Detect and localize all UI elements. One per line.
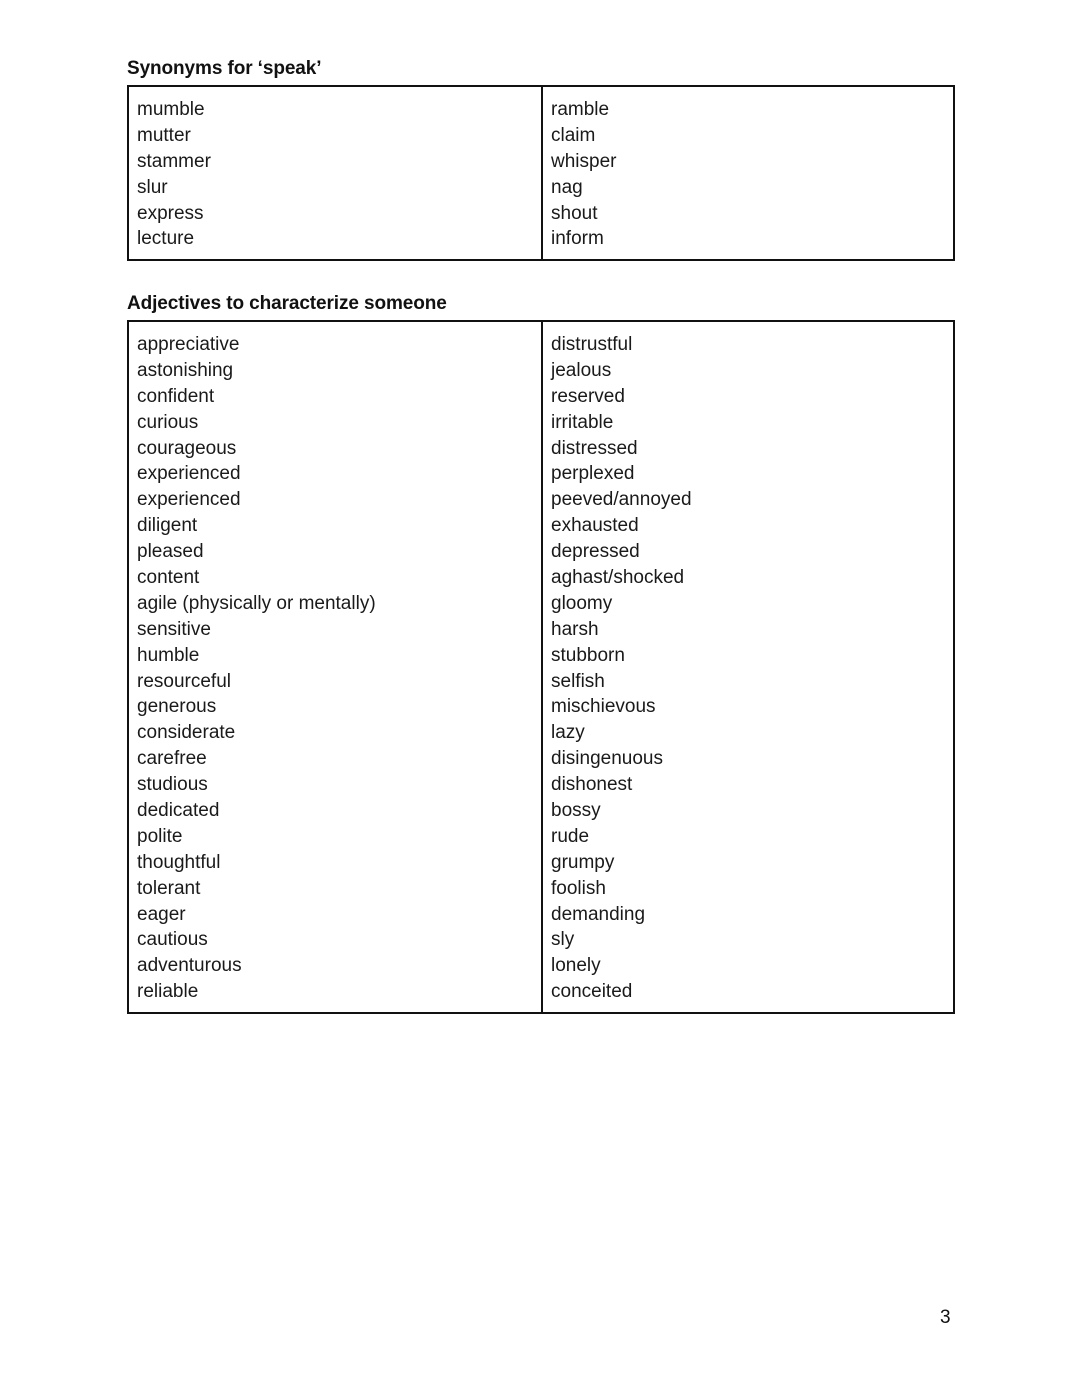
adjective-word: astonishing bbox=[137, 359, 234, 381]
adjective-word: gloomy bbox=[551, 592, 613, 614]
speak-word: ramble bbox=[551, 99, 610, 120]
section-title-adjectives: Adjectives to characterize someone bbox=[127, 293, 447, 314]
adjective-word: experienced bbox=[137, 463, 241, 485]
adjective-word: distressed bbox=[551, 437, 638, 459]
adjective-word: courageous bbox=[137, 437, 237, 459]
adjectives-table bbox=[127, 320, 955, 1014]
adjectives-left-column bbox=[129, 322, 541, 1012]
adjective-word: grumpy bbox=[551, 851, 615, 873]
adjective-word: agile (physically or mentally) bbox=[137, 592, 376, 614]
page-number: 3 bbox=[940, 1307, 951, 1328]
adjective-word: bossy bbox=[551, 800, 601, 822]
adjective-word: generous bbox=[137, 696, 217, 718]
adjective-word: studious bbox=[137, 774, 208, 796]
adjective-word: depressed bbox=[551, 541, 640, 563]
adjective-word: reliable bbox=[137, 981, 199, 1003]
adjective-word: mischievous bbox=[551, 696, 656, 718]
adjective-word: rude bbox=[551, 825, 590, 847]
adjective-word: lazy bbox=[551, 722, 585, 744]
adjectives-right-list bbox=[551, 332, 945, 1005]
adjective-word: aghast/shocked bbox=[551, 567, 685, 589]
speak-word: shout bbox=[551, 202, 598, 224]
adjective-word: stubborn bbox=[551, 644, 625, 666]
speak-word: nag bbox=[551, 176, 583, 198]
adjective-word: distrustful bbox=[551, 334, 633, 355]
speak-right-list bbox=[551, 97, 945, 252]
speak-left-column bbox=[129, 87, 541, 259]
adjective-word: tolerant bbox=[137, 877, 201, 899]
adjective-word: resourceful bbox=[137, 670, 231, 692]
speak-word: stammer bbox=[137, 150, 211, 172]
adjective-word: curious bbox=[137, 411, 199, 433]
adjective-word: dishonest bbox=[551, 774, 633, 796]
adjective-word: diligent bbox=[137, 515, 198, 537]
speak-word: whisper bbox=[551, 150, 617, 172]
adjective-word: appreciative bbox=[137, 334, 240, 355]
adjective-word: sly bbox=[551, 929, 575, 951]
adjective-word: harsh bbox=[551, 618, 599, 640]
speak-synonyms-table bbox=[127, 85, 955, 261]
speak-word: mutter bbox=[137, 124, 191, 146]
adjective-word: selfish bbox=[551, 670, 605, 692]
adjective-word: exhausted bbox=[551, 515, 639, 537]
adjective-word: polite bbox=[137, 825, 183, 847]
adjective-word: foolish bbox=[551, 877, 606, 899]
speak-word: mumble bbox=[137, 99, 205, 120]
adjective-word: reserved bbox=[551, 385, 625, 407]
adjective-word: irritable bbox=[551, 411, 614, 433]
adjective-word: thoughtful bbox=[137, 851, 221, 873]
adjective-word: experienced bbox=[137, 489, 241, 511]
section-title-speak: Synonyms for ‘speak’ bbox=[127, 58, 322, 79]
speak-right-column bbox=[541, 87, 953, 259]
adjective-word: demanding bbox=[551, 903, 646, 925]
adjective-word: perplexed bbox=[551, 463, 635, 485]
adjective-word: considerate bbox=[137, 722, 236, 744]
adjective-word: lonely bbox=[551, 955, 601, 977]
adjective-word: jealous bbox=[551, 359, 612, 381]
adjectives-right-column bbox=[541, 322, 953, 1012]
adjective-word: sensitive bbox=[137, 618, 211, 640]
adjective-word: adventurous bbox=[137, 955, 242, 977]
adjective-word: peeved/annoyed bbox=[551, 489, 692, 511]
speak-word: lecture bbox=[137, 228, 195, 250]
adjective-word: cautious bbox=[137, 929, 208, 951]
adjective-word: pleased bbox=[137, 541, 204, 563]
adjective-word: confident bbox=[137, 385, 215, 407]
speak-left-list bbox=[137, 97, 533, 252]
adjective-word: carefree bbox=[137, 748, 207, 770]
speak-word: inform bbox=[551, 228, 604, 250]
adjective-word: eager bbox=[137, 903, 186, 925]
speak-word: claim bbox=[551, 124, 596, 146]
adjective-word: dedicated bbox=[137, 800, 220, 822]
speak-word: express bbox=[137, 202, 204, 224]
speak-word: slur bbox=[137, 176, 168, 198]
adjective-word: disingenuous bbox=[551, 748, 663, 770]
adjectives-left-list bbox=[137, 332, 533, 1005]
adjective-word: humble bbox=[137, 644, 200, 666]
adjective-word: conceited bbox=[551, 981, 633, 1003]
adjective-word: content bbox=[137, 567, 200, 589]
